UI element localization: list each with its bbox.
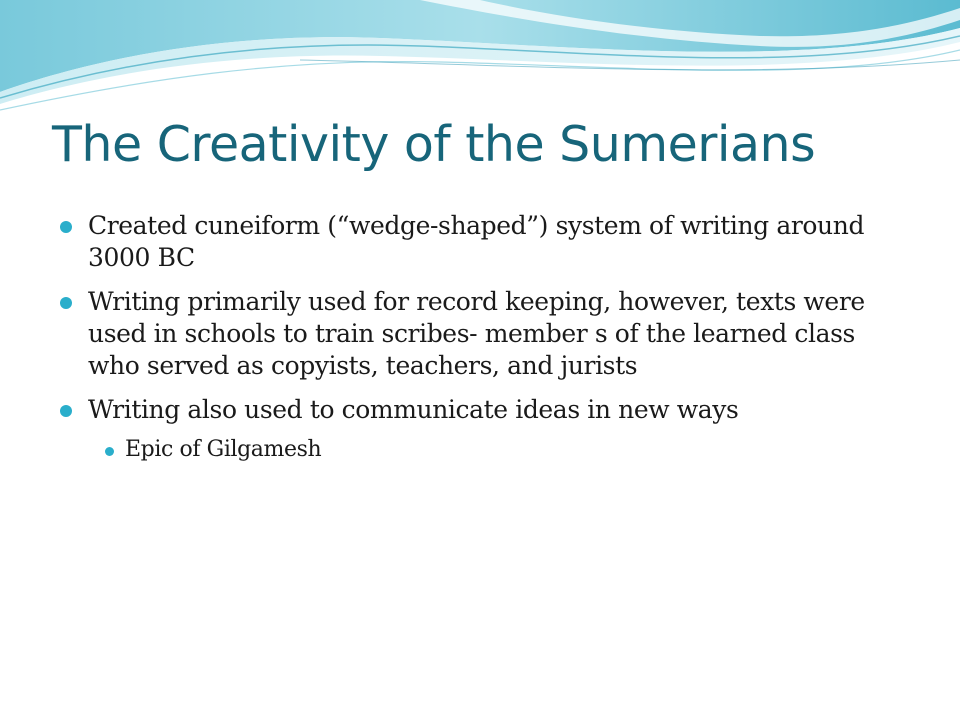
bullet-item: [60, 286, 910, 382]
bullet-list: [60, 210, 910, 476]
bullet-text: Created cuneiform (“wedge-shaped”) system of writing around 3000 BC: [88, 211, 865, 272]
slide-title: The Creativity of the Sumerians: [52, 116, 816, 173]
bullet-item: [60, 210, 910, 274]
bullet-dot-icon: [60, 221, 72, 233]
header-wave-decoration: [0, 0, 960, 120]
sub-bullet-item: [88, 436, 910, 464]
bullet-text: Writing also used to communicate ideas in new ways: [88, 395, 739, 424]
bullet-text: Writing primarily used for record keeping, however, texts were used in schools to train scribes- member s of the learned class who served as copyists, teachers, and jurists: [88, 287, 865, 380]
bullet-dot-icon: [60, 297, 72, 309]
bullet-dot-icon: [60, 405, 72, 417]
bullet-item: [60, 394, 910, 464]
sub-bullet-text: Epic of Gilgamesh: [125, 437, 322, 462]
sub-bullet-list: [88, 436, 910, 464]
sub-bullet-dot-icon: [105, 447, 114, 456]
